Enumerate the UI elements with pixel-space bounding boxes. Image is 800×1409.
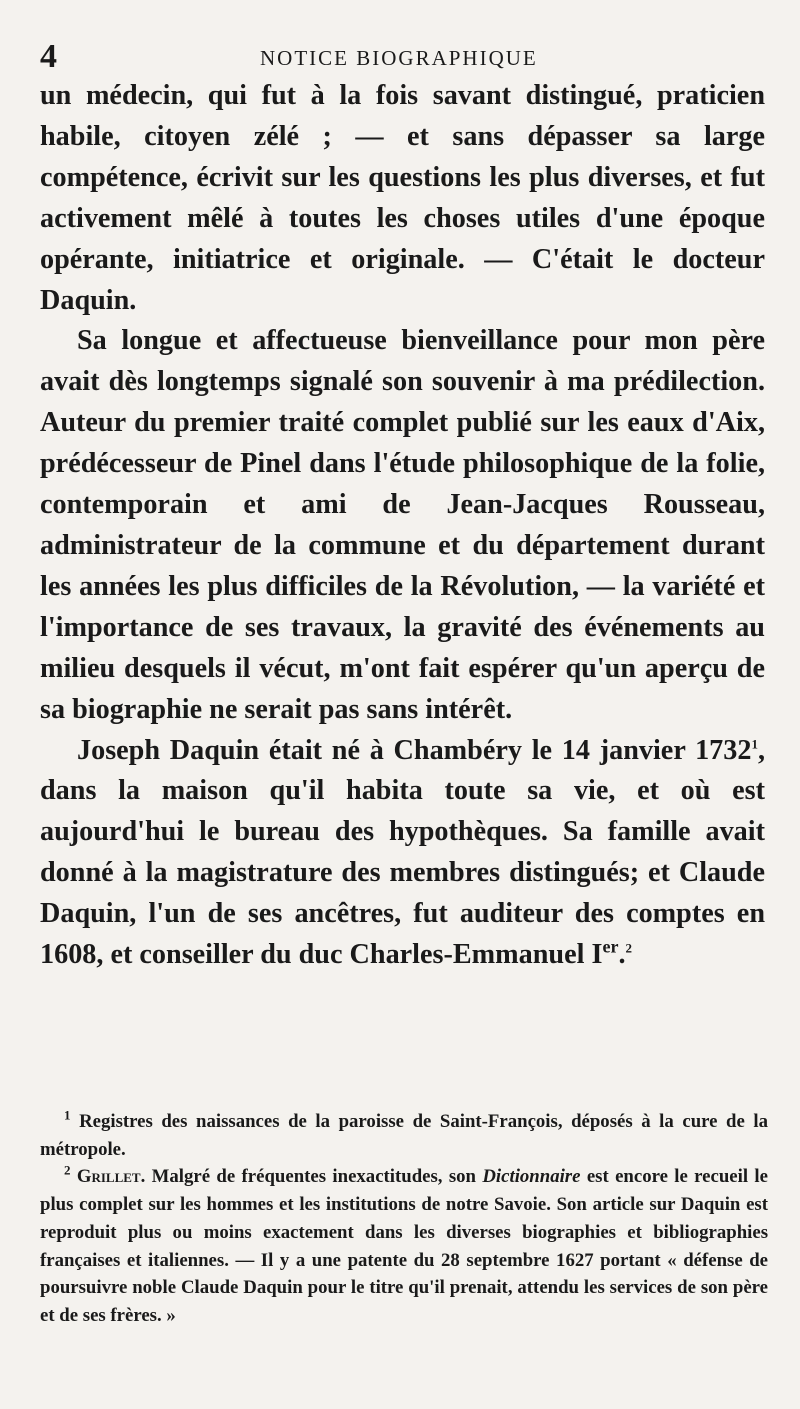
footnote-ref-2: 2 [625,940,632,956]
footnote-2-book-title: Dictionnaire [482,1166,581,1188]
footnote-ref-1: 1 [751,736,758,752]
page-header [40,38,760,78]
footnote-2-mark: 2 [64,1163,71,1179]
paragraph-1: un médecin, qui fut à la fois savant distingué, praticien habile, citoyen zélé ; — et sans dépasser sa large compétence, écrivit sur les questions les plus diverses, et fut activement mêlé à toutes les choses utiles d'une époque opérante, initiatrice et originale. — C'était le docteur Daquin. [40,80,765,316]
paragraph-3-part-a: Joseph Daquin était né à Chambéry le 14 janvier 1732 [77,734,752,766]
footnote-1-mark: 1 [64,1107,71,1123]
paragraph-3 [40,731,765,976]
footnote-2-author: Grillet. [76,1166,146,1188]
paragraph-3-part-c: . [618,939,626,971]
footnote-1 [40,1108,768,1163]
running-title: NOTICE BIOGRAPHIQUE [260,46,538,70]
footnote-2 [40,1163,768,1329]
paragraph-2: Sa longue et affectueuse bienveillance pour mon père avait dès longtemps signalé son souvenir à ma prédilection. Auteur du premier traité complet publié sur les eaux d'Aix, prédécesseur de Pinel dans l'étude philosophique de la folie, contemporain et ami de Jean-Jacques Rousseau, administrateur de la commune et du département durant les années les plus difficiles de la Révolution, — la variété et l'importance de ses travaux, la gravité des événements au milieu desquels il vécut, m'ont fait espérer qu'un aperçu de sa biographie ne serait pas sans intérêt. [40,325,765,725]
paragraph-3-part-b: , dans la maison qu'il habita toute sa vie, et où est aujourd'hui le bureau des hypothèques. Sa famille avait donné à la magistrature des membres distingués; et Claude Daquin, l'un de ses ancêtres, fut auditeur des comptes en 1608, et conseiller du duc Charles-Emmanuel I [40,734,765,971]
footnote-2-text-b: est encore le recueil le plus complet sur les hommes et les institutions de notre Savoie. Son article sur Daquin est reproduit plus ou moins exactement dans les diverses biographies et bibliographies françaises et italiennes. — Il y a une patente du 28 septembre 1627 portant « défense de poursuivre noble Claude Daquin pour le titre qu'il prenait, attendu les services de son père et de ses frères. » [40,1166,768,1326]
footnote-1-text: Registres des naissances de la paroisse de Saint-François, déposés à la cure de la métropole. [40,1111,768,1160]
footnotes [40,1108,768,1330]
footnote-2-text-a: Malgré de fréquentes inexactitudes, son [145,1166,483,1188]
main-text [40,76,765,976]
ordinal-superscript: er [602,936,619,957]
page-number: 4 [40,38,57,75]
